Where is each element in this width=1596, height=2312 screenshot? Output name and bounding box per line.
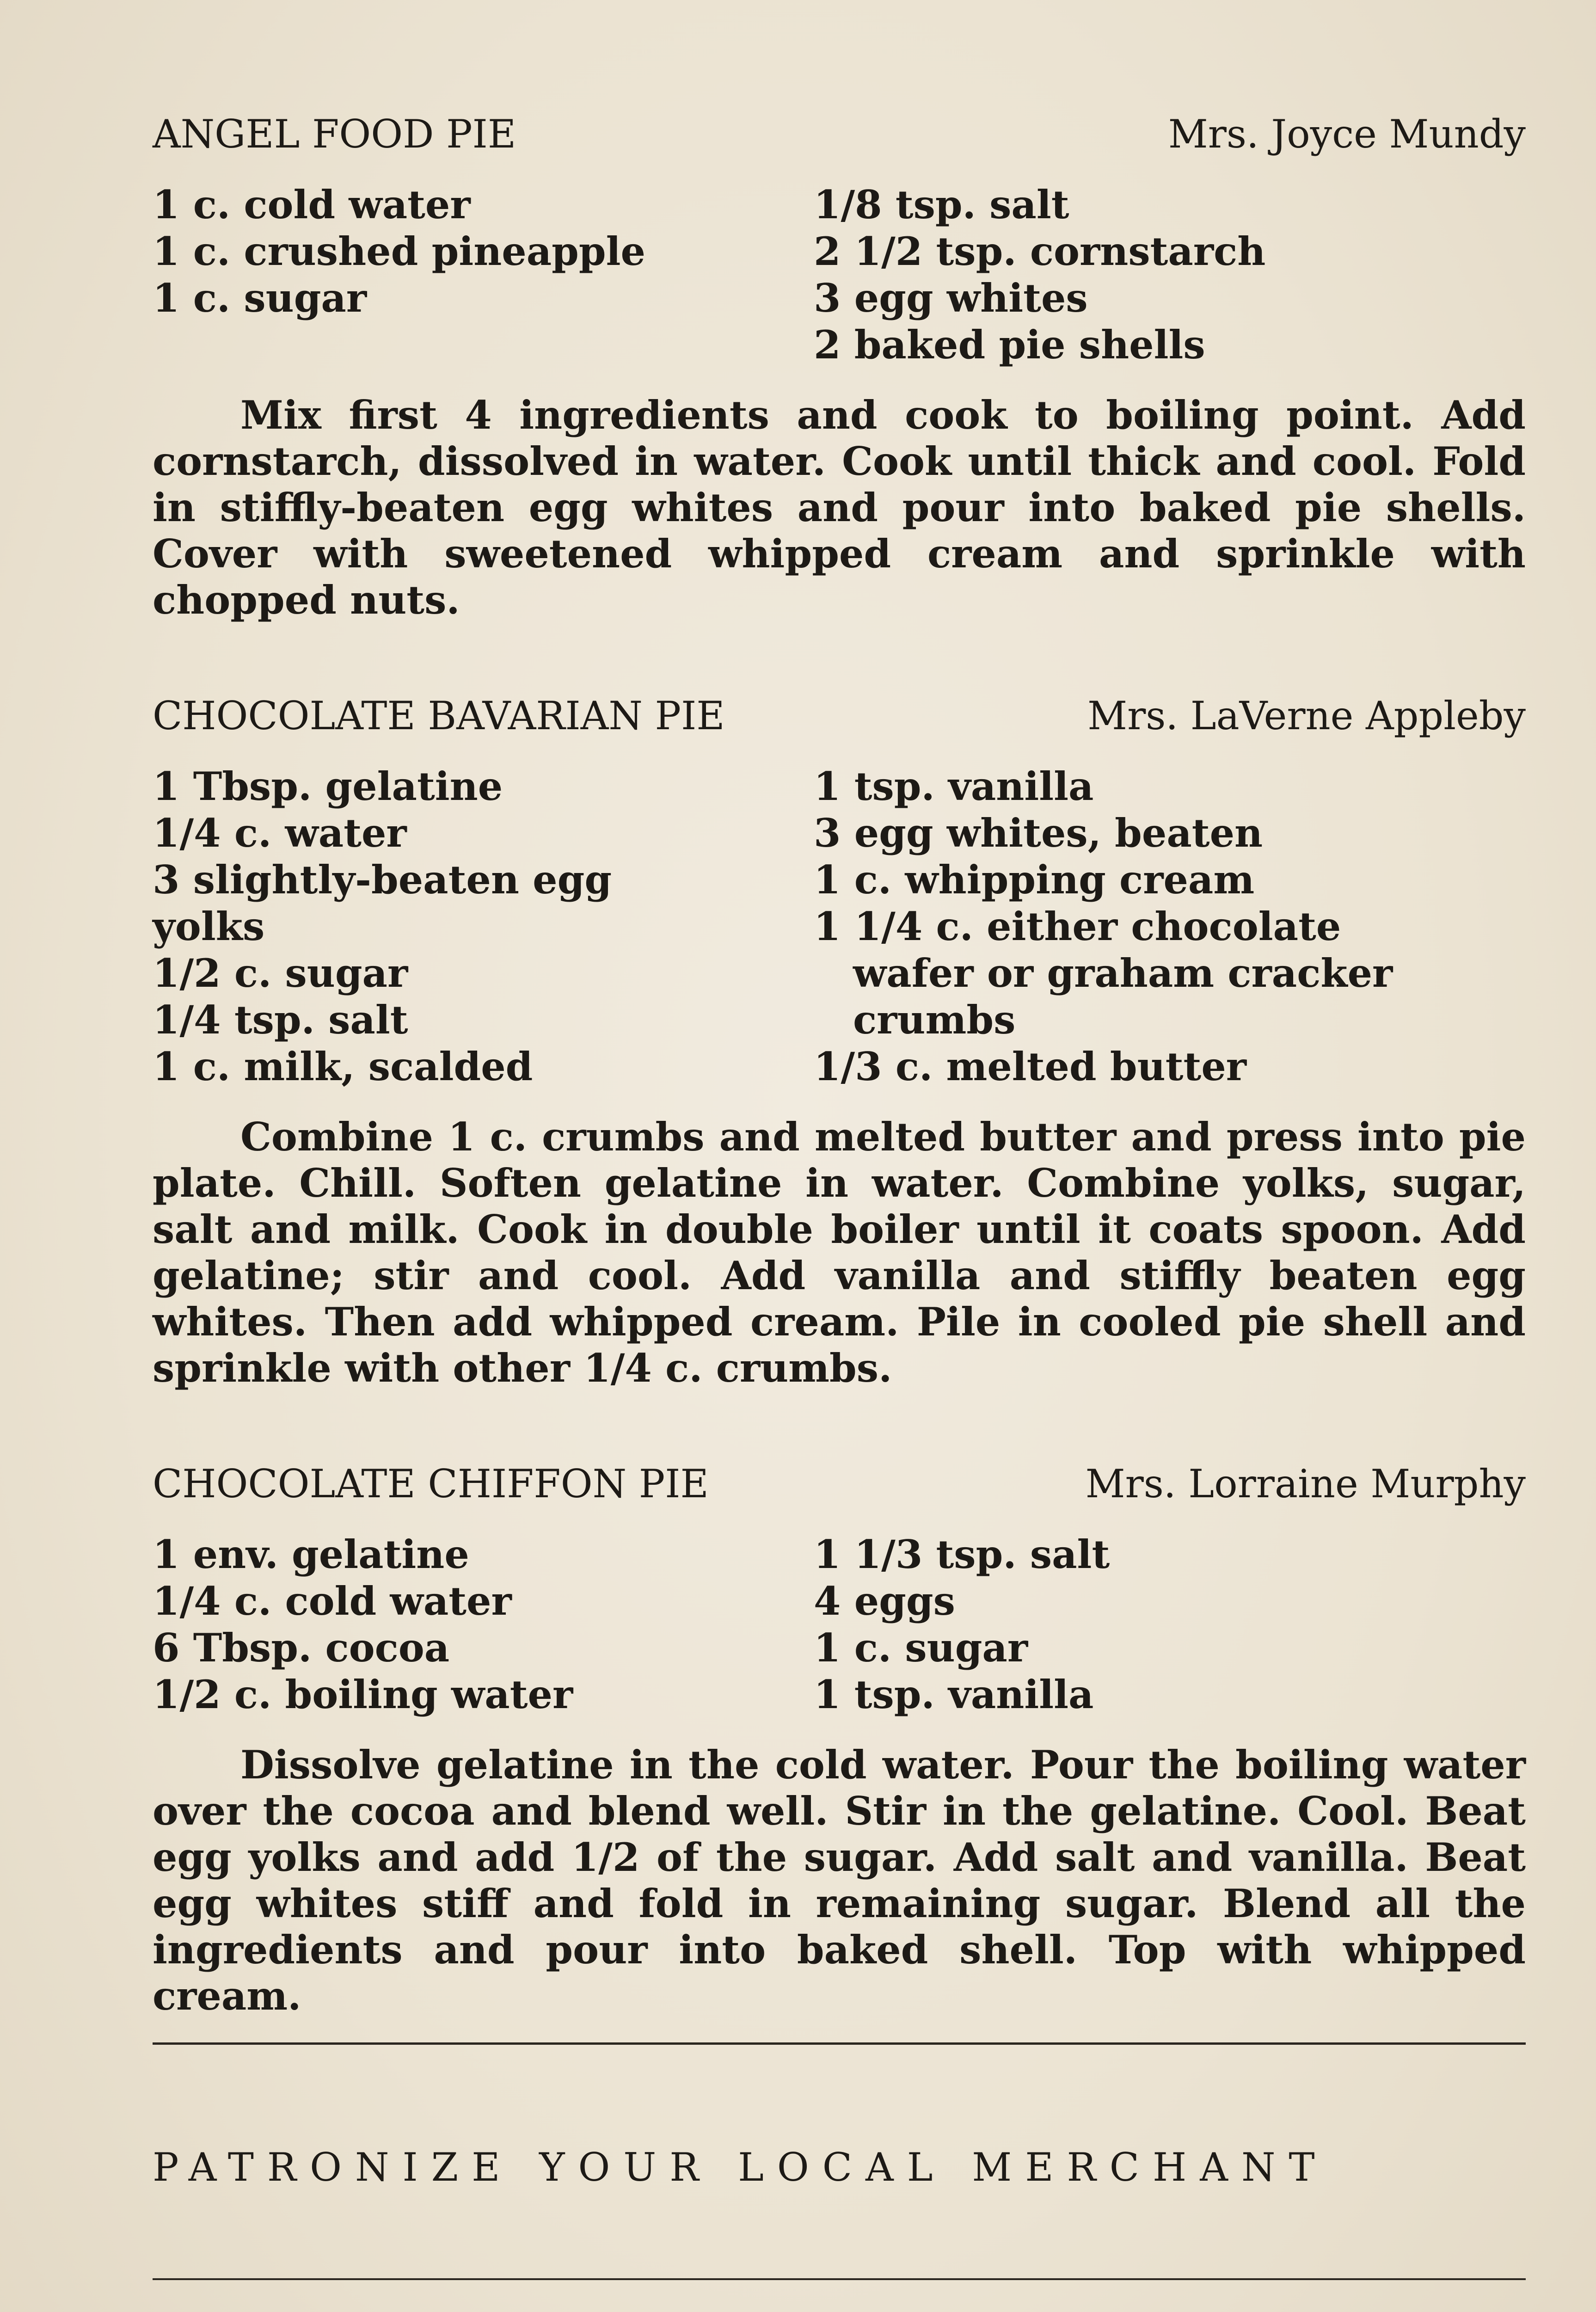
ingredient-list (153, 763, 1526, 1090)
spacer (153, 1391, 1526, 1461)
ingredient: 1 c. whipping cream (814, 857, 1255, 903)
ingredient-column-left (153, 1531, 814, 1718)
ingredient-column-right (814, 1531, 1526, 1718)
ingredient: 1 1/4 c. either chocolate (814, 904, 1341, 949)
ingredient-column-left (153, 181, 814, 368)
ingredient: 1 tsp. vanilla (814, 1672, 1094, 1717)
ingredient: 1 Tbsp. gelatine (153, 763, 503, 809)
ingredient: 1 c. sugar (814, 1625, 1028, 1671)
recipe-instructions: Mix first 4 ingredients and cook to boiling point. Add cornstarch, dissolved in water. Cook until thick and cool. Fold in stiffly-beaten egg whites and pour into baked pie shells. Cover with sweetened whipped cream and sprinkle with chopped nuts. (153, 392, 1526, 623)
ingredient-list (153, 181, 1526, 368)
ingredient: 1 c. sugar (153, 275, 367, 321)
ingredient: 3 slightly-beaten egg (153, 857, 612, 903)
recipe-title: CHOCOLATE BAVARIAN PIE (153, 693, 725, 738)
spacer (153, 623, 1526, 693)
divider-rule (153, 2042, 1526, 2045)
ingredient: 1/4 c. water (153, 810, 407, 856)
ingredient-column-right (814, 181, 1526, 368)
ingredient: 1/3 c. melted butter (814, 1044, 1247, 1089)
ingredient: 1/4 c. cold water (153, 1578, 512, 1624)
recipe-header (153, 111, 1526, 157)
ingredient: 1 env. gelatine (153, 1531, 469, 1577)
recipe-title: ANGEL FOOD PIE (153, 111, 516, 157)
divider-rule (153, 2278, 1526, 2280)
recipe-author: Mrs. LaVerne Appleby (1087, 693, 1526, 738)
recipe-author: Mrs. Lorraine Murphy (1085, 1461, 1526, 1506)
recipe-chocolate-bavarian-pie (153, 693, 1526, 1391)
ingredient: 3 egg whites, beaten (814, 810, 1263, 856)
ingredient: yolks (153, 904, 265, 949)
ingredient: 1/8 tsp. salt (814, 182, 1069, 228)
ingredient: 1/4 tsp. salt (153, 997, 408, 1043)
recipe-header (153, 1461, 1526, 1507)
ingredient: 4 eggs (814, 1578, 955, 1624)
ingredient-list (153, 1531, 1526, 1718)
recipe-instructions: Combine 1 c. crumbs and melted butter and press into pie plate. Chill. Soften gelatine in water. Combine yolks, sugar, salt and milk. Cook in double boiler until it coats spoon. Add gelatine; stir and cool. Add vanilla and stiffly beaten egg whites. Then add whipped cream. Pile in cooled pie shell and sprinkle with other 1/4 c. crumbs. (153, 1114, 1526, 1391)
ingredient: 1 c. cold water (153, 182, 471, 228)
page-content (153, 111, 1526, 2312)
recipe-title: CHOCOLATE CHIFFON PIE (153, 1461, 709, 1506)
ingredient: 2 baked pie shells (814, 322, 1205, 368)
recipe-instructions: Dissolve gelatine in the cold water. Pour the boiling water over the cocoa and blend well. Stir in the gelatine. Cool. Beat egg yolks and add 1/2 of the sugar. Add salt and vanilla. Beat egg whites stiff and fold in remaining sugar. Blend all the ingredients and pour into baked shell. Top with whipped cream. (153, 1742, 1526, 2019)
recipe-author: Mrs. Joyce Mundy (1168, 111, 1526, 157)
ingredient: 1 1/3 tsp. salt (814, 1531, 1110, 1577)
ingredient: 3 egg whites (814, 275, 1088, 321)
recipe-header (153, 693, 1526, 739)
ingredient: wafer or graham cracker (853, 950, 1393, 996)
ingredient: crumbs (853, 997, 1016, 1043)
slogan: PATRONIZE YOUR LOCAL MERCHANT (153, 2145, 1328, 2190)
recipe-chocolate-chiffon-pie (153, 1461, 1526, 2019)
ingredient-column-left (153, 763, 814, 1090)
ingredient: 1/2 c. sugar (153, 950, 408, 996)
recipe-angel-food-pie (153, 111, 1526, 623)
ingredient: 1 c. crushed pineapple (153, 228, 645, 274)
ingredient: 1 c. milk, scalded (153, 1044, 533, 1089)
ingredient: 1 tsp. vanilla (814, 763, 1094, 809)
ingredient-column-right (814, 763, 1526, 1090)
ingredient: 6 Tbsp. cocoa (153, 1625, 450, 1671)
ingredient: 2 1/2 tsp. cornstarch (814, 228, 1266, 274)
ingredient: 1/2 c. boiling water (153, 1672, 573, 1717)
